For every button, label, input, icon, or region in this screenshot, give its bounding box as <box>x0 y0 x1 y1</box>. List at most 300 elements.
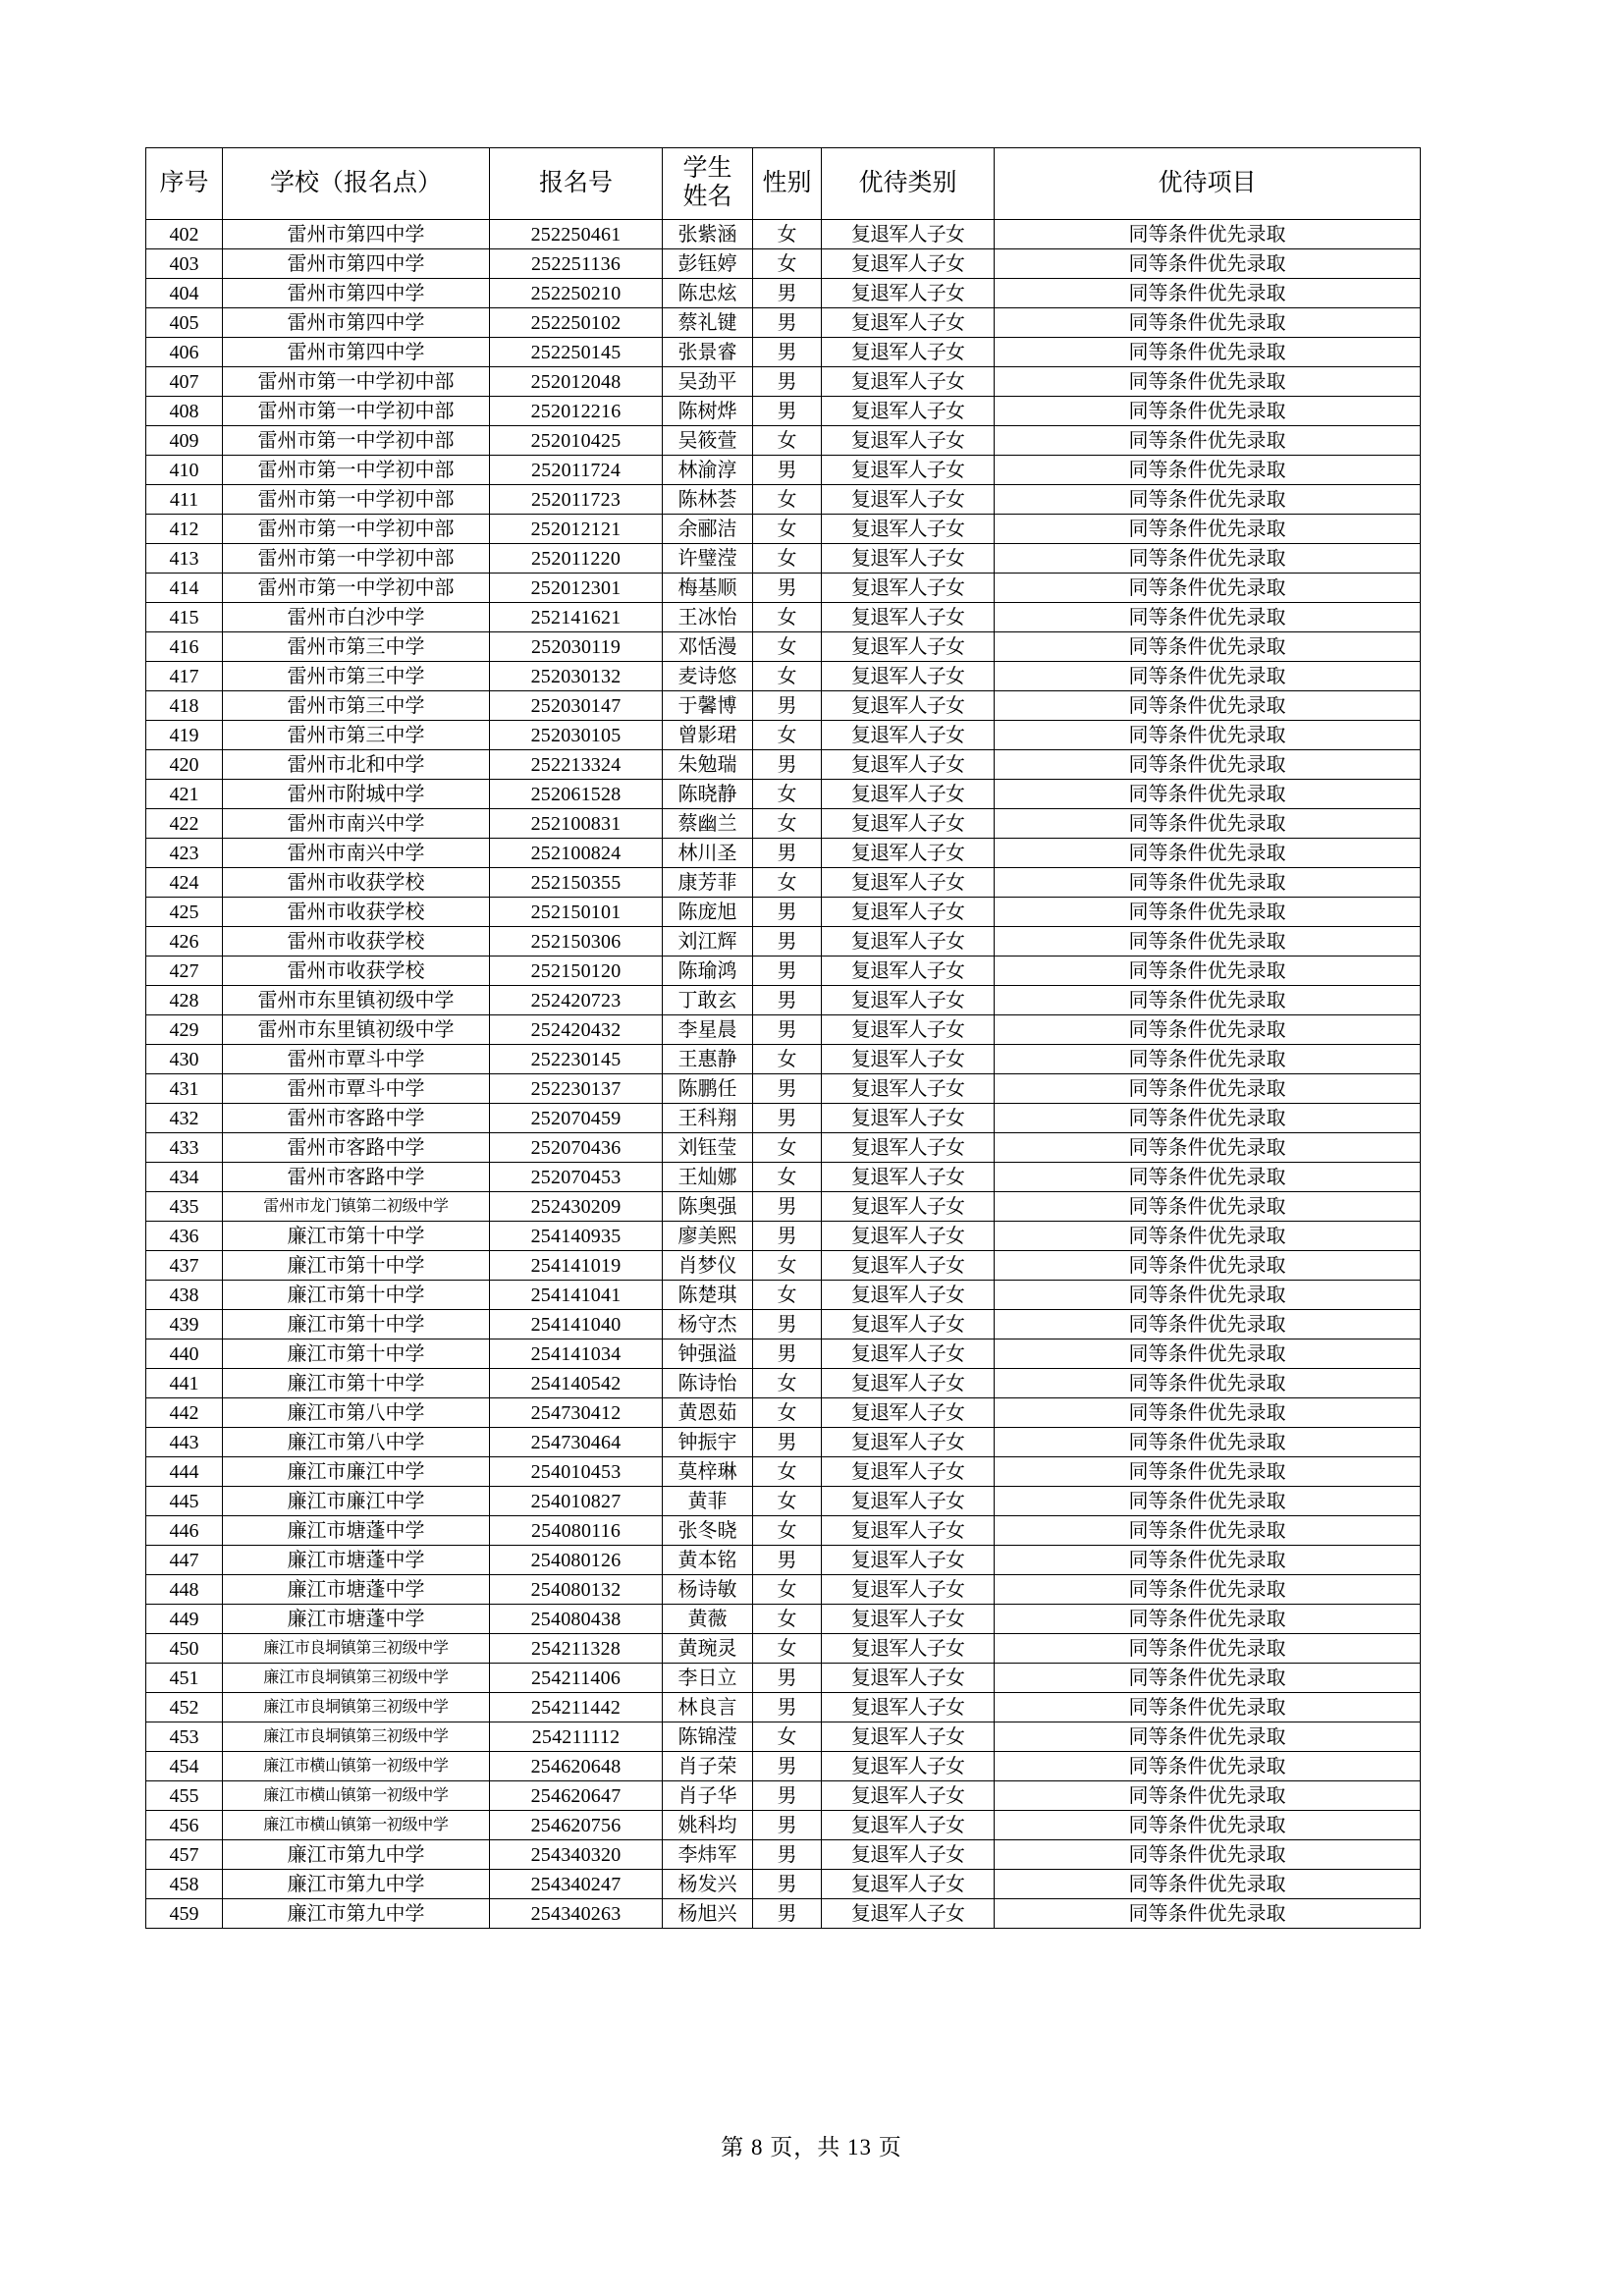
cell-student-name: 陈树烨 <box>663 397 753 426</box>
cell-preference-item: 同等条件优先录取 <box>995 1163 1421 1192</box>
cell-index: 446 <box>146 1516 223 1546</box>
cell-gender: 男 <box>753 1870 822 1899</box>
cell-preference-category: 复退军人子女 <box>822 1310 995 1339</box>
cell-gender: 女 <box>753 1575 822 1605</box>
cell-preference-item: 同等条件优先录取 <box>995 986 1421 1015</box>
cell-application-number: 252010425 <box>490 426 663 456</box>
cell-school: 廉江市横山镇第一初级中学 <box>223 1752 490 1781</box>
cell-application-number: 252030105 <box>490 721 663 750</box>
cell-school: 廉江市第十中学 <box>223 1222 490 1251</box>
column-header-preference-item: 优待项目 <box>995 148 1421 220</box>
cell-preference-category: 复退军人子女 <box>822 1369 995 1398</box>
cell-school: 雷州市第四中学 <box>223 249 490 279</box>
cell-student-name: 陈忠炫 <box>663 279 753 308</box>
cell-preference-category: 复退军人子女 <box>822 1045 995 1074</box>
cell-application-number: 254211406 <box>490 1664 663 1693</box>
cell-index: 458 <box>146 1870 223 1899</box>
cell-gender: 男 <box>753 1428 822 1457</box>
cell-preference-item: 同等条件优先录取 <box>995 515 1421 544</box>
cell-preference-category: 复退军人子女 <box>822 485 995 515</box>
cell-gender: 男 <box>753 1752 822 1781</box>
table-row <box>146 1693 1421 1722</box>
cell-preference-item: 同等条件优先录取 <box>995 279 1421 308</box>
cell-index: 424 <box>146 868 223 898</box>
cell-school: 雷州市北和中学 <box>223 750 490 780</box>
table-row <box>146 1163 1421 1192</box>
cell-application-number: 254340247 <box>490 1870 663 1899</box>
cell-preference-item: 同等条件优先录取 <box>995 1457 1421 1487</box>
table-row <box>146 898 1421 927</box>
table-row <box>146 574 1421 603</box>
cell-gender: 女 <box>753 1369 822 1398</box>
cell-student-name: 王灿娜 <box>663 1163 753 1192</box>
table-row <box>146 1251 1421 1281</box>
cell-student-name: 邓恬漫 <box>663 632 753 662</box>
cell-preference-category: 复退军人子女 <box>822 1781 995 1811</box>
cell-preference-item: 同等条件优先录取 <box>995 1133 1421 1163</box>
cell-application-number: 254211328 <box>490 1634 663 1664</box>
cell-school: 雷州市附城中学 <box>223 780 490 809</box>
table-row <box>146 1634 1421 1664</box>
cell-application-number: 252250102 <box>490 308 663 338</box>
cell-application-number: 252070453 <box>490 1163 663 1192</box>
table-row <box>146 603 1421 632</box>
cell-index: 441 <box>146 1369 223 1398</box>
cell-gender: 男 <box>753 1222 822 1251</box>
cell-preference-item: 同等条件优先录取 <box>995 220 1421 249</box>
cell-gender: 男 <box>753 1693 822 1722</box>
cell-index: 447 <box>146 1546 223 1575</box>
cell-student-name: 陈林荟 <box>663 485 753 515</box>
table-row <box>146 308 1421 338</box>
cell-student-name: 黄薇 <box>663 1605 753 1634</box>
cell-preference-item: 同等条件优先录取 <box>995 1339 1421 1369</box>
cell-preference-category: 复退军人子女 <box>822 426 995 456</box>
cell-school: 廉江市第十中学 <box>223 1310 490 1339</box>
cell-preference-category: 复退军人子女 <box>822 1722 995 1752</box>
cell-index: 417 <box>146 662 223 691</box>
cell-student-name: 姚科均 <box>663 1811 753 1840</box>
cell-school: 廉江市良垌镇第三初级中学 <box>223 1634 490 1664</box>
cell-application-number: 254620756 <box>490 1811 663 1840</box>
cell-application-number: 252250210 <box>490 279 663 308</box>
cell-school: 廉江市横山镇第一初级中学 <box>223 1811 490 1840</box>
cell-preference-item: 同等条件优先录取 <box>995 1251 1421 1281</box>
cell-school: 廉江市良垌镇第三初级中学 <box>223 1722 490 1752</box>
cell-application-number: 252150101 <box>490 898 663 927</box>
cell-index: 451 <box>146 1664 223 1693</box>
cell-student-name: 许璧滢 <box>663 544 753 574</box>
cell-gender: 女 <box>753 1251 822 1281</box>
cell-gender: 女 <box>753 868 822 898</box>
cell-preference-item: 同等条件优先录取 <box>995 249 1421 279</box>
cell-preference-item: 同等条件优先录取 <box>995 1222 1421 1251</box>
cell-student-name: 陈庞旭 <box>663 898 753 927</box>
cell-application-number: 252012048 <box>490 367 663 397</box>
table-row <box>146 927 1421 957</box>
cell-student-name: 陈奥强 <box>663 1192 753 1222</box>
cell-school: 雷州市第四中学 <box>223 338 490 367</box>
cell-gender: 男 <box>753 1339 822 1369</box>
cell-index: 444 <box>146 1457 223 1487</box>
cell-application-number: 254140542 <box>490 1369 663 1398</box>
cell-index: 404 <box>146 279 223 308</box>
page-footer: 第 8 页，共 13 页 <box>721 2135 902 2159</box>
cell-gender: 女 <box>753 1163 822 1192</box>
cell-school: 廉江市横山镇第一初级中学 <box>223 1781 490 1811</box>
cell-preference-item: 同等条件优先录取 <box>995 574 1421 603</box>
cell-application-number: 252150306 <box>490 927 663 957</box>
cell-school: 雷州市东里镇初级中学 <box>223 986 490 1015</box>
cell-preference-category: 复退军人子女 <box>822 632 995 662</box>
cell-school: 雷州市收获学校 <box>223 898 490 927</box>
table-row <box>146 868 1421 898</box>
cell-gender: 男 <box>753 1546 822 1575</box>
cell-school: 廉江市廉江中学 <box>223 1487 490 1516</box>
cell-application-number: 254080116 <box>490 1516 663 1546</box>
cell-preference-category: 复退军人子女 <box>822 750 995 780</box>
cell-preference-category: 复退军人子女 <box>822 1870 995 1899</box>
cell-preference-category: 复退军人子女 <box>822 1693 995 1722</box>
cell-student-name: 黄本铭 <box>663 1546 753 1575</box>
cell-preference-category: 复退军人子女 <box>822 721 995 750</box>
table-row <box>146 839 1421 868</box>
cell-gender: 女 <box>753 1634 822 1664</box>
cell-gender: 男 <box>753 957 822 986</box>
cell-application-number: 252012216 <box>490 397 663 426</box>
cell-gender: 男 <box>753 1840 822 1870</box>
admission-preference-table <box>145 147 1421 1929</box>
cell-preference-category: 复退军人子女 <box>822 338 995 367</box>
cell-gender: 女 <box>753 515 822 544</box>
cell-gender: 男 <box>753 367 822 397</box>
cell-preference-category: 复退军人子女 <box>822 1251 995 1281</box>
cell-student-name: 黄菲 <box>663 1487 753 1516</box>
cell-index: 412 <box>146 515 223 544</box>
cell-school: 廉江市良垌镇第三初级中学 <box>223 1664 490 1693</box>
cell-gender: 男 <box>753 750 822 780</box>
cell-index: 459 <box>146 1899 223 1929</box>
cell-preference-category: 复退军人子女 <box>822 1074 995 1104</box>
cell-application-number: 252213324 <box>490 750 663 780</box>
cell-school: 廉江市第八中学 <box>223 1428 490 1457</box>
cell-preference-category: 复退军人子女 <box>822 1192 995 1222</box>
cell-preference-item: 同等条件优先录取 <box>995 1015 1421 1045</box>
cell-student-name: 陈诗怡 <box>663 1369 753 1398</box>
cell-preference-item: 同等条件优先录取 <box>995 632 1421 662</box>
table-row <box>146 426 1421 456</box>
cell-student-name: 于馨博 <box>663 691 753 721</box>
cell-index: 403 <box>146 249 223 279</box>
cell-school: 雷州市第一中学初中部 <box>223 367 490 397</box>
cell-student-name: 钟振宇 <box>663 1428 753 1457</box>
cell-preference-item: 同等条件优先录取 <box>995 485 1421 515</box>
cell-preference-category: 复退军人子女 <box>822 780 995 809</box>
cell-preference-category: 复退军人子女 <box>822 1840 995 1870</box>
cell-preference-category: 复退军人子女 <box>822 957 995 986</box>
table-row <box>146 1428 1421 1457</box>
cell-preference-category: 复退军人子女 <box>822 1752 995 1781</box>
cell-student-name: 黄琬灵 <box>663 1634 753 1664</box>
cell-index: 439 <box>146 1310 223 1339</box>
cell-gender: 男 <box>753 397 822 426</box>
cell-preference-item: 同等条件优先录取 <box>995 544 1421 574</box>
cell-student-name: 杨旭兴 <box>663 1899 753 1929</box>
cell-school: 雷州市第一中学初中部 <box>223 515 490 544</box>
cell-index: 422 <box>146 809 223 839</box>
cell-gender: 男 <box>753 1015 822 1045</box>
cell-gender: 男 <box>753 1899 822 1929</box>
cell-index: 402 <box>146 220 223 249</box>
cell-preference-category: 复退军人子女 <box>822 1664 995 1693</box>
cell-student-name: 肖子华 <box>663 1781 753 1811</box>
cell-index: 438 <box>146 1281 223 1310</box>
cell-gender: 男 <box>753 279 822 308</box>
cell-gender: 男 <box>753 308 822 338</box>
cell-gender: 男 <box>753 1192 822 1222</box>
cell-preference-item: 同等条件优先录取 <box>995 397 1421 426</box>
table-row <box>146 1104 1421 1133</box>
cell-student-name: 张冬晓 <box>663 1516 753 1546</box>
cell-preference-category: 复退军人子女 <box>822 1634 995 1664</box>
cell-student-name: 吴筱萱 <box>663 426 753 456</box>
table-row <box>146 1752 1421 1781</box>
cell-gender: 女 <box>753 1281 822 1310</box>
table-row <box>146 721 1421 750</box>
cell-preference-item: 同等条件优先录取 <box>995 1605 1421 1634</box>
cell-application-number: 252250145 <box>490 338 663 367</box>
cell-gender: 男 <box>753 839 822 868</box>
cell-index: 420 <box>146 750 223 780</box>
cell-preference-category: 复退军人子女 <box>822 1133 995 1163</box>
table-row <box>146 1045 1421 1074</box>
cell-preference-category: 复退军人子女 <box>822 1546 995 1575</box>
cell-application-number: 254211112 <box>490 1722 663 1752</box>
cell-school: 雷州市南兴中学 <box>223 809 490 839</box>
cell-index: 427 <box>146 957 223 986</box>
cell-school: 雷州市客路中学 <box>223 1104 490 1133</box>
cell-preference-item: 同等条件优先录取 <box>995 1722 1421 1752</box>
cell-preference-item: 同等条件优先录取 <box>995 927 1421 957</box>
cell-application-number: 252012301 <box>490 574 663 603</box>
cell-gender: 男 <box>753 1310 822 1339</box>
table-row <box>146 1369 1421 1398</box>
cell-preference-category: 复退军人子女 <box>822 691 995 721</box>
cell-index: 434 <box>146 1163 223 1192</box>
cell-student-name: 陈楚琪 <box>663 1281 753 1310</box>
cell-gender: 女 <box>753 1516 822 1546</box>
cell-gender: 男 <box>753 1074 822 1104</box>
cell-preference-category: 复退军人子女 <box>822 809 995 839</box>
table-row <box>146 809 1421 839</box>
table-row <box>146 1899 1421 1929</box>
table-row <box>146 1281 1421 1310</box>
cell-application-number: 252011723 <box>490 485 663 515</box>
table-row <box>146 780 1421 809</box>
cell-gender: 女 <box>753 1398 822 1428</box>
cell-index: 440 <box>146 1339 223 1369</box>
cell-student-name: 朱勉瑞 <box>663 750 753 780</box>
cell-student-name: 丁敢玄 <box>663 986 753 1015</box>
cell-preference-item: 同等条件优先录取 <box>995 1693 1421 1722</box>
cell-preference-category: 复退军人子女 <box>822 1163 995 1192</box>
cell-preference-item: 同等条件优先录取 <box>995 1870 1421 1899</box>
cell-preference-category: 复退军人子女 <box>822 986 995 1015</box>
cell-index: 419 <box>146 721 223 750</box>
cell-student-name: 杨发兴 <box>663 1870 753 1899</box>
cell-index: 450 <box>146 1634 223 1664</box>
cell-preference-category: 复退军人子女 <box>822 397 995 426</box>
cell-gender: 男 <box>753 338 822 367</box>
cell-application-number: 254340263 <box>490 1899 663 1929</box>
student-name-line-2: 姓名 <box>682 184 732 210</box>
cell-preference-item: 同等条件优先录取 <box>995 338 1421 367</box>
cell-preference-item: 同等条件优先录取 <box>995 1192 1421 1222</box>
cell-preference-category: 复退军人子女 <box>822 1575 995 1605</box>
table-row <box>146 1074 1421 1104</box>
cell-school: 廉江市塘蓬中学 <box>223 1605 490 1634</box>
cell-application-number: 252230145 <box>490 1045 663 1074</box>
cell-student-name: 廖美熙 <box>663 1222 753 1251</box>
cell-gender: 男 <box>753 691 822 721</box>
table-row <box>146 1487 1421 1516</box>
cell-student-name: 黄恩茹 <box>663 1398 753 1428</box>
cell-school: 雷州市龙门镇第二初级中学 <box>223 1192 490 1222</box>
cell-student-name: 林川圣 <box>663 839 753 868</box>
cell-student-name: 余郦洁 <box>663 515 753 544</box>
cell-application-number: 252100831 <box>490 809 663 839</box>
column-header-application-number: 报名号 <box>490 148 663 220</box>
cell-index: 449 <box>146 1605 223 1634</box>
cell-index: 455 <box>146 1781 223 1811</box>
cell-index: 408 <box>146 397 223 426</box>
cell-index: 423 <box>146 839 223 868</box>
table-row <box>146 456 1421 485</box>
cell-preference-item: 同等条件优先录取 <box>995 1045 1421 1074</box>
cell-index: 453 <box>146 1722 223 1752</box>
cell-index: 410 <box>146 456 223 485</box>
cell-school: 廉江市塘蓬中学 <box>223 1546 490 1575</box>
cell-school: 雷州市客路中学 <box>223 1133 490 1163</box>
cell-index: 407 <box>146 367 223 397</box>
table-row <box>146 367 1421 397</box>
table-row <box>146 1015 1421 1045</box>
cell-application-number: 252030119 <box>490 632 663 662</box>
table-row <box>146 1546 1421 1575</box>
cell-student-name: 陈晓静 <box>663 780 753 809</box>
cell-application-number: 254010827 <box>490 1487 663 1516</box>
cell-school: 雷州市第一中学初中部 <box>223 544 490 574</box>
cell-index: 431 <box>146 1074 223 1104</box>
table-row <box>146 1133 1421 1163</box>
column-header-gender: 性别 <box>753 148 822 220</box>
cell-index: 415 <box>146 603 223 632</box>
cell-preference-category: 复退军人子女 <box>822 1398 995 1428</box>
cell-preference-item: 同等条件优先录取 <box>995 1575 1421 1605</box>
cell-preference-item: 同等条件优先录取 <box>995 1281 1421 1310</box>
cell-student-name: 康芳菲 <box>663 868 753 898</box>
cell-student-name: 麦诗悠 <box>663 662 753 691</box>
table-row <box>146 338 1421 367</box>
cell-preference-item: 同等条件优先录取 <box>995 1487 1421 1516</box>
cell-student-name: 杨守杰 <box>663 1310 753 1339</box>
cell-preference-item: 同等条件优先录取 <box>995 868 1421 898</box>
cell-application-number: 254730464 <box>490 1428 663 1457</box>
cell-preference-item: 同等条件优先录取 <box>995 1104 1421 1133</box>
cell-school: 廉江市第八中学 <box>223 1398 490 1428</box>
cell-index: 442 <box>146 1398 223 1428</box>
cell-preference-category: 复退军人子女 <box>822 927 995 957</box>
table-row <box>146 1840 1421 1870</box>
cell-preference-category: 复退军人子女 <box>822 603 995 632</box>
cell-gender: 女 <box>753 544 822 574</box>
cell-index: 405 <box>146 308 223 338</box>
table-row <box>146 1310 1421 1339</box>
cell-application-number: 252420723 <box>490 986 663 1015</box>
cell-school: 雷州市收获学校 <box>223 927 490 957</box>
cell-gender: 女 <box>753 220 822 249</box>
table-row <box>146 957 1421 986</box>
cell-application-number: 252011724 <box>490 456 663 485</box>
table-row <box>146 662 1421 691</box>
cell-preference-category: 复退军人子女 <box>822 1899 995 1929</box>
cell-preference-item: 同等条件优先录取 <box>995 957 1421 986</box>
cell-application-number: 254141040 <box>490 1310 663 1339</box>
cell-school: 廉江市第九中学 <box>223 1870 490 1899</box>
cell-application-number: 252070459 <box>490 1104 663 1133</box>
cell-gender: 女 <box>753 249 822 279</box>
cell-student-name: 莫梓琳 <box>663 1457 753 1487</box>
cell-preference-category: 复退军人子女 <box>822 308 995 338</box>
cell-student-name: 陈瑜鸿 <box>663 957 753 986</box>
cell-preference-category: 复退军人子女 <box>822 249 995 279</box>
cell-index: 429 <box>146 1015 223 1045</box>
cell-preference-item: 同等条件优先录取 <box>995 1664 1421 1693</box>
cell-index: 411 <box>146 485 223 515</box>
cell-index: 448 <box>146 1575 223 1605</box>
cell-preference-category: 复退军人子女 <box>822 868 995 898</box>
cell-school: 雷州市第一中学初中部 <box>223 574 490 603</box>
cell-index: 443 <box>146 1428 223 1457</box>
cell-school: 雷州市第一中学初中部 <box>223 397 490 426</box>
cell-school: 廉江市第十中学 <box>223 1251 490 1281</box>
cell-application-number: 254140935 <box>490 1222 663 1251</box>
cell-gender: 女 <box>753 1605 822 1634</box>
cell-gender: 男 <box>753 898 822 927</box>
cell-preference-category: 复退军人子女 <box>822 456 995 485</box>
cell-student-name: 肖梦仪 <box>663 1251 753 1281</box>
cell-index: 432 <box>146 1104 223 1133</box>
cell-preference-category: 复退军人子女 <box>822 574 995 603</box>
cell-application-number: 252100824 <box>490 839 663 868</box>
cell-school: 雷州市第三中学 <box>223 662 490 691</box>
cell-application-number: 254080126 <box>490 1546 663 1575</box>
cell-preference-category: 复退军人子女 <box>822 1222 995 1251</box>
cell-preference-item: 同等条件优先录取 <box>995 426 1421 456</box>
cell-gender: 男 <box>753 927 822 957</box>
cell-index: 437 <box>146 1251 223 1281</box>
cell-preference-category: 复退军人子女 <box>822 279 995 308</box>
table-row <box>146 1398 1421 1428</box>
cell-index: 445 <box>146 1487 223 1516</box>
cell-preference-item: 同等条件优先录取 <box>995 456 1421 485</box>
cell-preference-item: 同等条件优先录取 <box>995 1428 1421 1457</box>
cell-gender: 女 <box>753 662 822 691</box>
table-row <box>146 1664 1421 1693</box>
cell-index: 457 <box>146 1840 223 1870</box>
cell-index: 456 <box>146 1811 223 1840</box>
cell-preference-item: 同等条件优先录取 <box>995 367 1421 397</box>
